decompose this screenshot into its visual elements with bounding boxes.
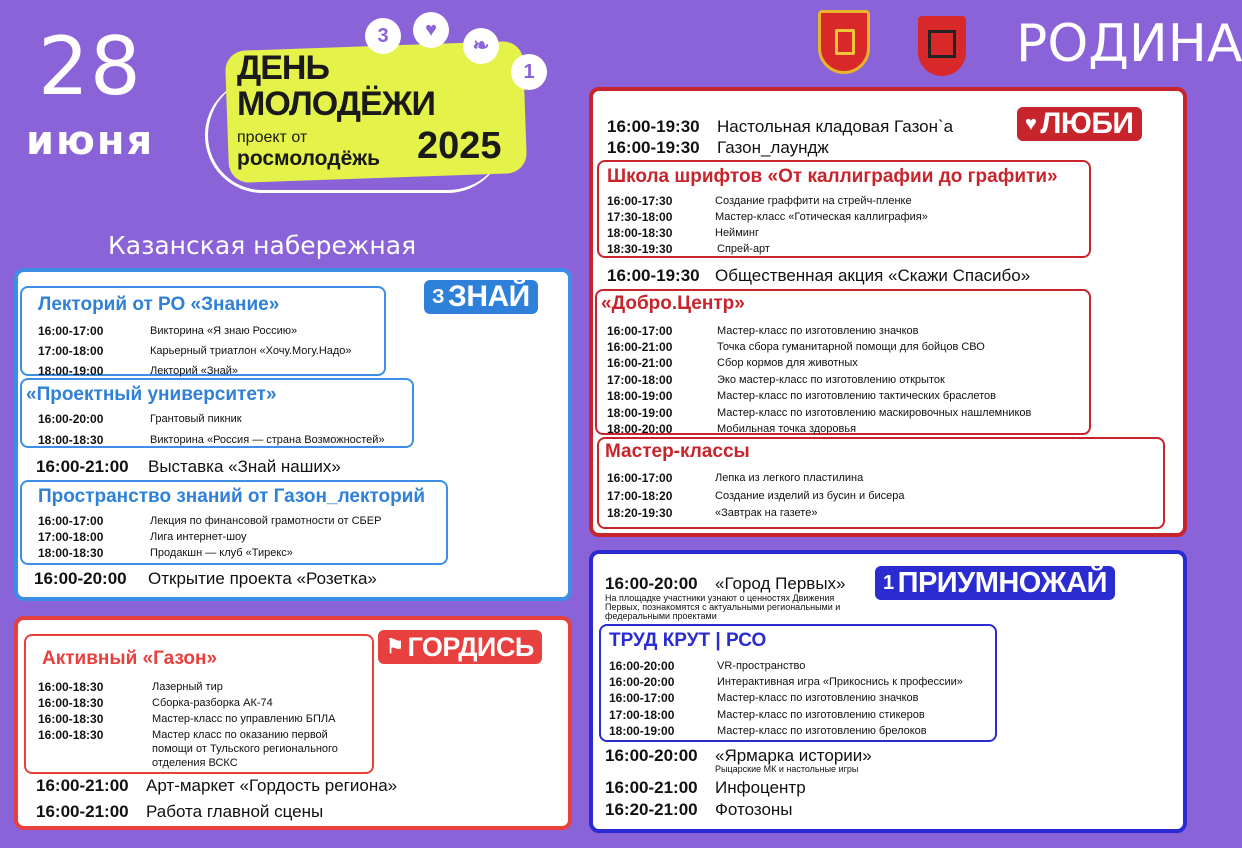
time: 18:00-20:00 xyxy=(607,422,673,436)
day-of-youth-logo xyxy=(205,8,565,198)
time: 18:00-19:00 xyxy=(38,364,104,378)
znai-badge: З ЗНАЙ xyxy=(424,280,538,314)
section-title: ТРУД КРУТ | РСО xyxy=(609,630,767,651)
event: Выставка «Знай наших» xyxy=(148,457,341,476)
event: Лазерный тир xyxy=(152,681,223,693)
event: Мастер-класс по изготовлению стикеров xyxy=(717,709,925,721)
event: Открытие проекта «Розетка» xyxy=(148,569,377,588)
note: федеральными проектами xyxy=(605,611,717,621)
time: 16:00-18:30 xyxy=(38,728,104,742)
priumnozhai-badge: 1 ПРИУМНОЖАЙ xyxy=(875,566,1115,600)
circle-1-icon: 1 xyxy=(511,54,547,90)
event: Грантовый пикник xyxy=(150,413,242,425)
section-title: Активный «Газон» xyxy=(42,648,218,669)
event: Сбор кормов для животных xyxy=(717,357,858,369)
project-university-section xyxy=(20,378,414,448)
event: Викторина «Я знаю Россию» xyxy=(150,325,298,337)
logo-title-1: ДЕНЬ xyxy=(237,49,329,87)
event: «Город Первых» xyxy=(715,574,846,593)
trud-krut-section xyxy=(599,624,997,742)
time: 16:00-17:00 xyxy=(609,691,675,705)
time: 17:00-18:00 xyxy=(609,708,675,722)
event: VR-пространство xyxy=(717,660,806,672)
dobro-center-section xyxy=(595,289,1091,435)
time: 16:20-21:00 xyxy=(605,800,698,819)
event: Газон_лаундж xyxy=(717,138,829,157)
circle-3-icon: 3 xyxy=(365,18,401,54)
section-title: Лекторий от РО «Знание» xyxy=(38,294,280,315)
event: отделения ВСКС xyxy=(152,757,238,769)
time: 16:00-20:00 xyxy=(605,746,698,765)
gordis-panel xyxy=(14,616,572,830)
time: 16:00-19:30 xyxy=(607,138,700,157)
event: Мобильная точка здоровья xyxy=(717,423,857,435)
logo-org: росмолодёжь xyxy=(237,147,381,170)
note: Первых, познакомятся с актуальными региональными и xyxy=(605,602,841,612)
time: 18:20-19:30 xyxy=(607,506,673,520)
event: Общественная акция «Скажи Спасибо» xyxy=(715,266,1031,285)
time: 16:00-20:00 xyxy=(609,675,675,689)
section-title: Мастер-классы xyxy=(605,441,750,462)
time: 16:00-20:00 xyxy=(609,659,675,673)
time: 16:00-20:00 xyxy=(34,569,127,588)
time: 16:00-17:00 xyxy=(607,471,673,485)
time: 16:00-17:00 xyxy=(38,324,104,338)
time: 18:00-19:00 xyxy=(609,724,675,738)
time: 17:00-18:00 xyxy=(38,344,104,358)
time: 16:00-18:30 xyxy=(38,712,104,726)
master-classes-section xyxy=(597,437,1165,529)
event: Мастер-класс «Готическая каллиграфия» xyxy=(715,211,928,223)
section-title: «Добро.Центр» xyxy=(601,293,745,314)
time: 16:00-17:00 xyxy=(38,514,104,528)
event: Настольная кладовая Газон`а xyxy=(717,117,954,136)
znanie-section xyxy=(20,286,386,376)
font-school-section xyxy=(597,160,1091,258)
time: 16:00-21:00 xyxy=(607,356,673,370)
event: Фотозоны xyxy=(715,800,793,819)
event: Спрей-арт xyxy=(717,243,770,255)
event: Мастер-класс по изготовлению маскировочных нашлемников xyxy=(717,407,1032,419)
event: Карьерный триатлон «Хочу.Могу.Надо» xyxy=(150,345,352,357)
gordis-badge: ⚑ ГОРДИСЬ xyxy=(378,630,542,664)
znai-panel xyxy=(14,268,572,601)
time: 16:00-21:00 xyxy=(36,802,129,821)
event: Нейминг xyxy=(715,227,759,239)
time: 17:00-18:00 xyxy=(38,530,104,544)
time: 16:00-20:00 xyxy=(605,574,698,593)
note: На площадке участники узнают о ценностях Движения xyxy=(605,593,835,603)
heart-icon: ♥ xyxy=(413,12,449,48)
event: Мастер-класс по изготовлению значков xyxy=(717,325,919,337)
date-day: 28 xyxy=(38,20,142,113)
event: Викторина «Россия — страна Возможностей» xyxy=(150,434,385,446)
time: 16:00-20:00 xyxy=(38,412,104,426)
gazon-lectures-section xyxy=(20,480,448,565)
event: Мастер-класс по изготовлению тактических браслетов xyxy=(717,390,996,402)
time: 16:00-19:30 xyxy=(607,266,700,285)
note: Рыцарские МК и настольные игры xyxy=(715,764,859,774)
event: Мастер-класс по управлению БПЛА xyxy=(152,713,336,725)
logo-title-2: МОЛОДЁЖИ xyxy=(237,85,435,123)
time: 16:00-18:30 xyxy=(38,696,104,710)
time: 18:30-19:30 xyxy=(607,242,673,256)
section-title: Пространство знаний от Газон_лекторий xyxy=(38,486,426,507)
event: Продакшн — клуб «Тирекс» xyxy=(150,547,293,559)
event: Мастер-класс по изготовлению брелоков xyxy=(717,725,927,737)
time: 16:00-17:30 xyxy=(607,194,673,208)
event: Эко мастер-класс по изготовлению открыток xyxy=(717,374,945,386)
event: помощи от Тульского регионального xyxy=(152,743,338,755)
time: 16:00-18:30 xyxy=(38,680,104,694)
lyubi-panel xyxy=(589,87,1187,537)
date-month: июня xyxy=(26,118,155,164)
event: Арт-маркет «Гордость региона» xyxy=(146,776,398,795)
event: Лига интернет-шоу xyxy=(150,531,247,543)
time: 16:00-19:30 xyxy=(607,117,700,136)
event: Сборка-разборка АК-74 xyxy=(152,697,273,709)
time: 18:00-18:30 xyxy=(38,433,104,447)
time: 18:00-18:30 xyxy=(607,226,673,240)
section-title: Школа шрифтов «От каллиграфии до графити» xyxy=(607,166,1058,187)
time: 18:00-19:00 xyxy=(607,406,673,420)
lyubi-badge: ♥ ЛЮБИ xyxy=(1017,107,1142,141)
hand-icon: ❧ xyxy=(463,28,499,64)
time: 16:00-17:00 xyxy=(607,324,673,338)
event: Инфоцентр xyxy=(715,778,806,797)
event: Лекторий «Знай» xyxy=(150,365,238,377)
event: «Завтрак на газете» xyxy=(715,507,818,519)
event: Создание изделий из бусин и бисера xyxy=(715,490,905,502)
time: 16:00-21:00 xyxy=(36,457,129,476)
time: 17:00-18:20 xyxy=(607,489,673,503)
priumnozhai-panel xyxy=(589,550,1187,833)
time: 17:30-18:00 xyxy=(607,210,673,224)
rodina-logo: РОДИНА xyxy=(1016,14,1242,74)
event: Мастер класс по оказанию первой xyxy=(152,729,328,741)
time: 16:00-21:00 xyxy=(607,340,673,354)
region-emblem-icon xyxy=(818,10,870,74)
event: Создание граффити на стрейч-пленке xyxy=(715,195,912,207)
active-gazon-section xyxy=(24,634,374,774)
section-title: «Проектный университет» xyxy=(26,384,277,405)
time: 18:00-18:30 xyxy=(38,546,104,560)
time: 17:00-18:00 xyxy=(607,373,673,387)
time: 16:00-21:00 xyxy=(36,776,129,795)
time: 16:00-21:00 xyxy=(605,778,698,797)
event: Лепка из легкого пластилина xyxy=(715,472,864,484)
logo-year: 2025 xyxy=(417,125,502,167)
logo-subtitle: проект от xyxy=(237,129,308,146)
event: Работа главной сцены xyxy=(146,802,324,821)
event: «Ярмарка истории» xyxy=(715,746,872,765)
city-emblem-icon xyxy=(918,16,966,76)
event: Мастер-класс по изготовлению значков xyxy=(717,692,919,704)
location-title: Казанская набережная xyxy=(108,231,417,260)
event: Точка сбора гуманитарной помощи для бойцов СВО xyxy=(717,341,985,353)
event: Лекция по финансовой грамотности от СБЕР xyxy=(150,515,382,527)
time: 18:00-19:00 xyxy=(607,389,673,403)
event: Интерактивная игра «Прикоснись к профессии» xyxy=(717,676,963,688)
